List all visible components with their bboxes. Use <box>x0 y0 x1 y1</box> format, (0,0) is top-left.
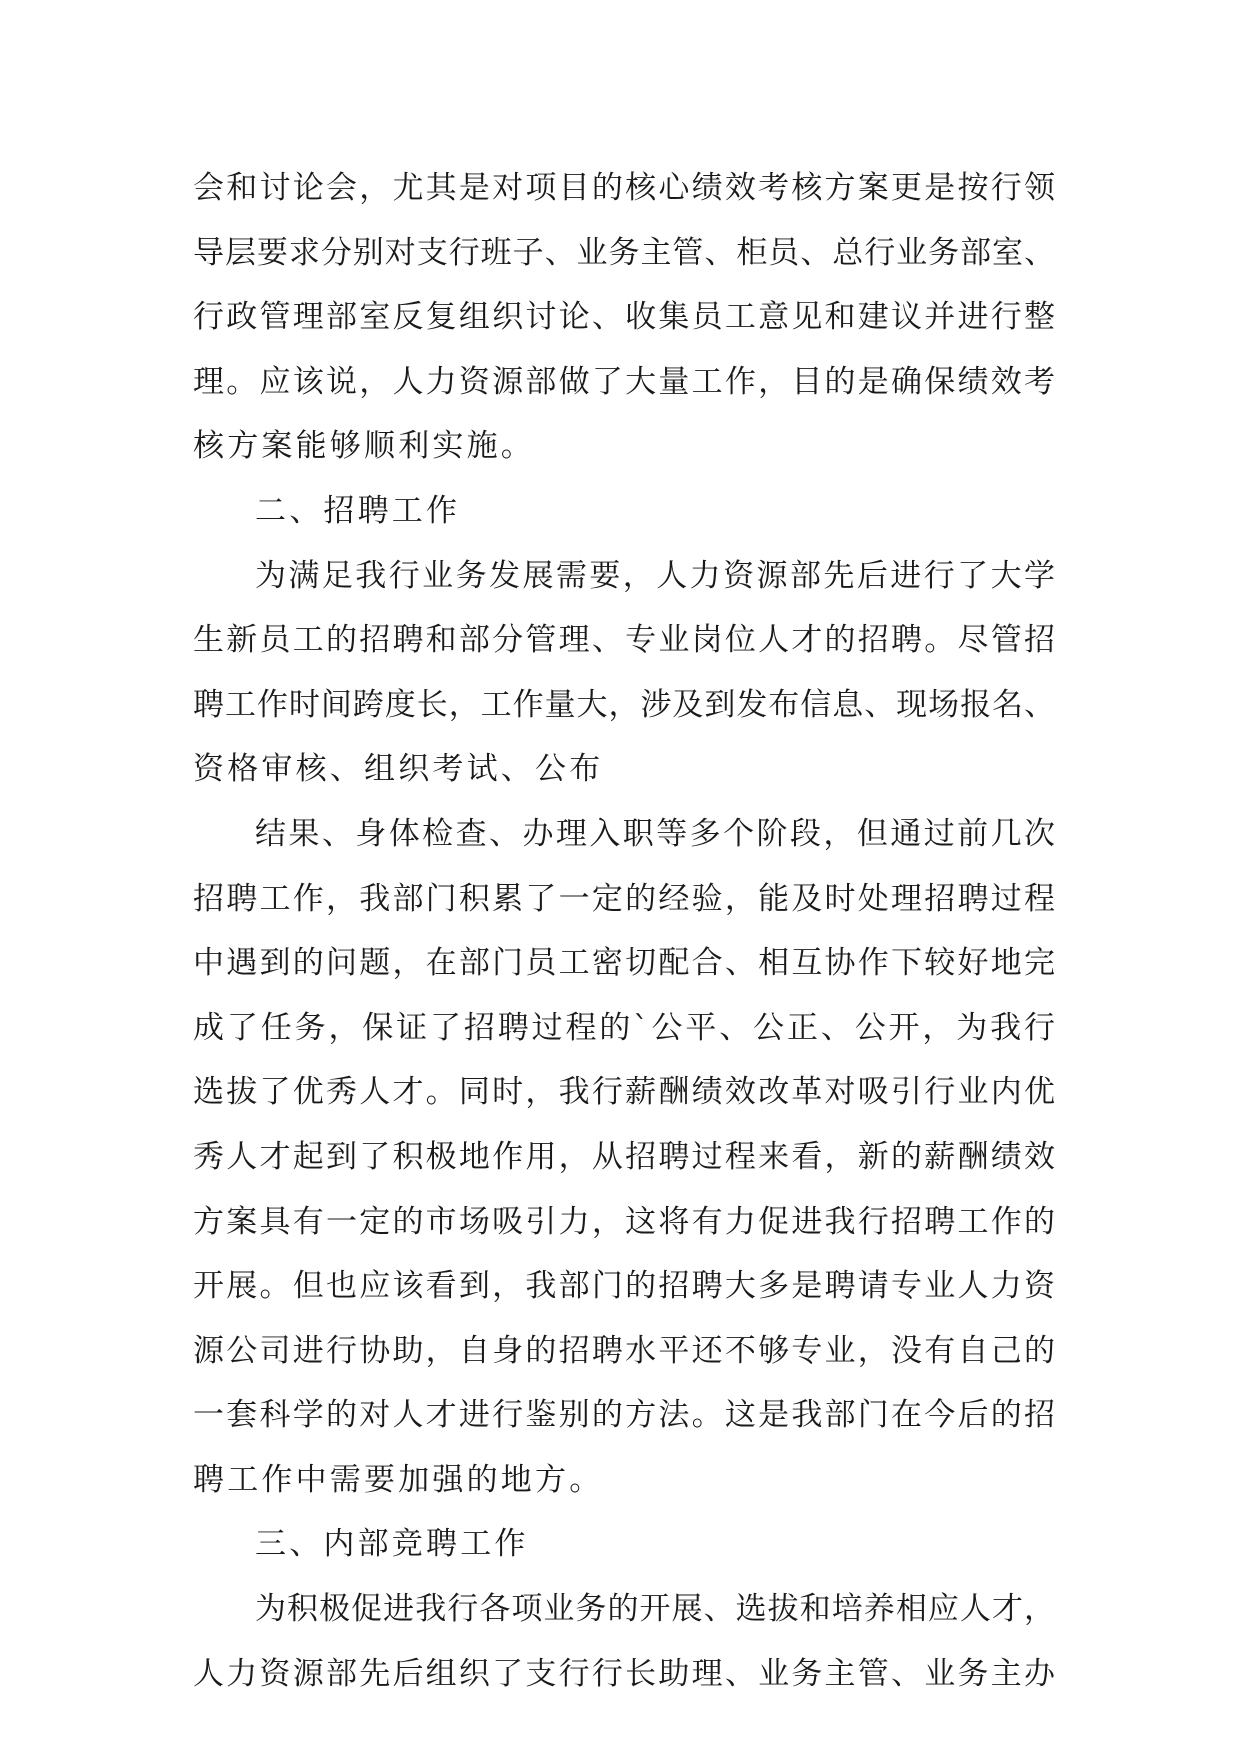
text-line: 行政管理部室反复组织讨论、收集员工意见和建议并进行整 <box>193 299 1055 336</box>
text-line: 为积极促进我行各项业务的开展、选拔和培养相应人才， <box>255 1591 1055 1628</box>
text-line: 二、招聘工作 <box>255 492 461 529</box>
text-line: 核方案能够顺利实施。 <box>193 428 535 465</box>
text-line: 招聘工作，我部门积累了一定的经验，能及时处理招聘过程 <box>193 880 1055 917</box>
text-line: 会和讨论会，尤其是对项目的核心绩效考核方案更是按行领 <box>193 170 1055 206</box>
text-line: 方案具有一定的市场吸引力，这将有力促进我行招聘工作的 <box>193 1203 1055 1240</box>
text-line: 为满足我行业务发展需要，人力资源部先后进行了大学 <box>255 557 1055 594</box>
text-line: 结果、身体检查、办理入职等多个阶段，但通过前几次 <box>255 815 1055 852</box>
text-line: 中遇到的问题，在部门员工密切配合、相互协作下较好地完 <box>193 945 1055 982</box>
text-line: 聘工作时间跨度长，工作量大，涉及到发布信息、现场报名、 <box>193 686 1055 723</box>
text-line: 理。应该说，人力资源部做了大量工作，目的是确保绩效考 <box>193 363 1055 400</box>
text-line: 导层要求分别对支行班子、业务主管、柜员、总行业务部室、 <box>193 234 1055 271</box>
text-line: 源公司进行协助，自身的招聘水平还不够专业，没有自己的 <box>193 1332 1055 1369</box>
document-page <box>193 156 1055 1706</box>
text-line: 成了任务，保证了招聘过程的`公平、公正、公开，为我行 <box>193 1009 1055 1046</box>
text-line: 开展。但也应该看到，我部门的招聘大多是聘请专业人力资 <box>193 1268 1055 1305</box>
text-line: 三、内部竞聘工作 <box>255 1526 529 1563</box>
text-line: 资格审核、组织考试、公布 <box>193 751 604 788</box>
text-line: 人力资源部先后组织了支行行长助理、业务主管、业务主办 <box>193 1655 1055 1692</box>
text-line: 聘工作中需要加强的地方。 <box>193 1461 604 1498</box>
text-line: 秀人才起到了积极地作用，从招聘过程来看，新的薪酬绩效 <box>193 1138 1055 1175</box>
text-line: 生新员工的招聘和部分管理、专业岗位人才的招聘。尽管招 <box>193 622 1055 659</box>
text-line: 选拔了优秀人才。同时，我行薪酬绩效改革对吸引行业内优 <box>193 1074 1055 1111</box>
text-line: 一套科学的对人才进行鉴别的方法。这是我部门在今后的招 <box>193 1397 1055 1434</box>
